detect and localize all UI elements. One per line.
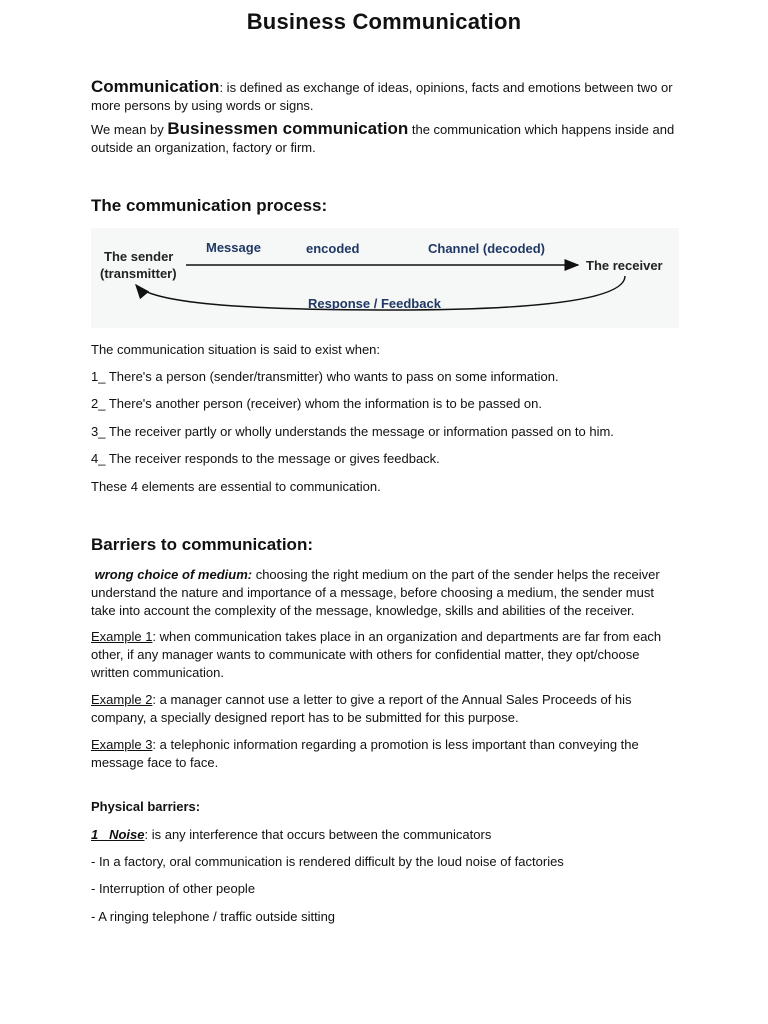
situation-item-3: 3_ The receiver partly or wholly understands the message or information passed on to him. [91,424,614,439]
page-title: Business Communication [246,9,522,34]
sender-label-line1: The sender [104,249,174,264]
business-communication-definition [91,120,691,157]
noise-item-3: - A ringing telephone / traffic outside sitting [91,909,336,924]
definition-text: : is defined as exchange of ideas, opinions, facts and emotions between two or more persons by using words or signs. [91,80,673,113]
situation-item-1: 1_ There's a person (sender/transmitter) who wants to pass on some information. [91,369,559,384]
communication-definition [91,78,691,115]
noise-term: Noise [109,827,145,842]
situation-item-4: 4_ The receiver responds to the message or gives feedback. [91,451,440,466]
example-2 [91,691,671,727]
example-2-label: Example 2 [91,692,153,707]
process-heading: The communication process: [91,196,328,215]
situation-item-2: 2_ There's another person (receiver) whom the information is to be passed on. [91,396,542,411]
noise-definition [91,826,691,844]
wrong-medium-paragraph [91,566,671,620]
wrong-medium-term: wrong choice of medium: [94,567,253,582]
example-1-label: Example 1 [91,629,153,644]
term-communication: Communication [91,77,220,96]
feedback-label: Response / Feedback [308,296,441,311]
physical-barriers-heading: Physical barriers: [91,799,201,814]
noise-item-1: - In a factory, oral communication is rendered difficult by the loud noise of factories [91,854,564,869]
example-1-text: : when communication takes place in an organization and departments are far from each other, if any manager wants to communicate with others for confidential matter, they opt/choose written communication. [91,629,662,680]
communication-process-diagram [91,228,679,328]
example-1 [91,628,671,682]
channel-label: Channel (decoded) [428,241,546,256]
example-3 [91,736,671,772]
barriers-heading: Barriers to communication: [91,535,313,554]
receiver-label: The receiver [586,258,663,273]
message-label: Message [206,240,261,255]
term-business-communication: Businessmen communication [167,119,409,138]
definition-suffix: the communication which happens inside and outside an organization, factory or firm. [91,122,675,155]
situation-summary: These 4 elements are essential to communication. [91,479,381,494]
noise-item-2: - Interruption of other people [91,881,256,896]
example-2-text: : a manager cannot use a letter to give a report of the Annual Sales Proceeds of his company, a specially designed report has to be submitted for this purpose. [91,692,632,725]
process-diagram-svg [91,228,679,328]
noise-prefix: 1_ [91,827,110,842]
example-3-label: Example 3 [91,737,153,752]
wrong-medium-text: choosing the right medium on the part of the sender helps the receiver understand the nature and importance of a message, before choosing a medium, the sender must take into account the complexity of the message, knowledge, skills and abilities of the receiver. [91,567,660,618]
definition-prefix: We mean by [91,122,168,137]
example-3-text: : a telephonic information regarding a promotion is less important than conveying the message face to face. [91,737,639,770]
situation-intro: The communication situation is said to exist when: [91,342,381,357]
noise-text: : is any interference that occurs between the communicators [144,827,492,842]
encoded-label: encoded [306,241,360,256]
sender-label-line2: (transmitter) [100,266,177,281]
